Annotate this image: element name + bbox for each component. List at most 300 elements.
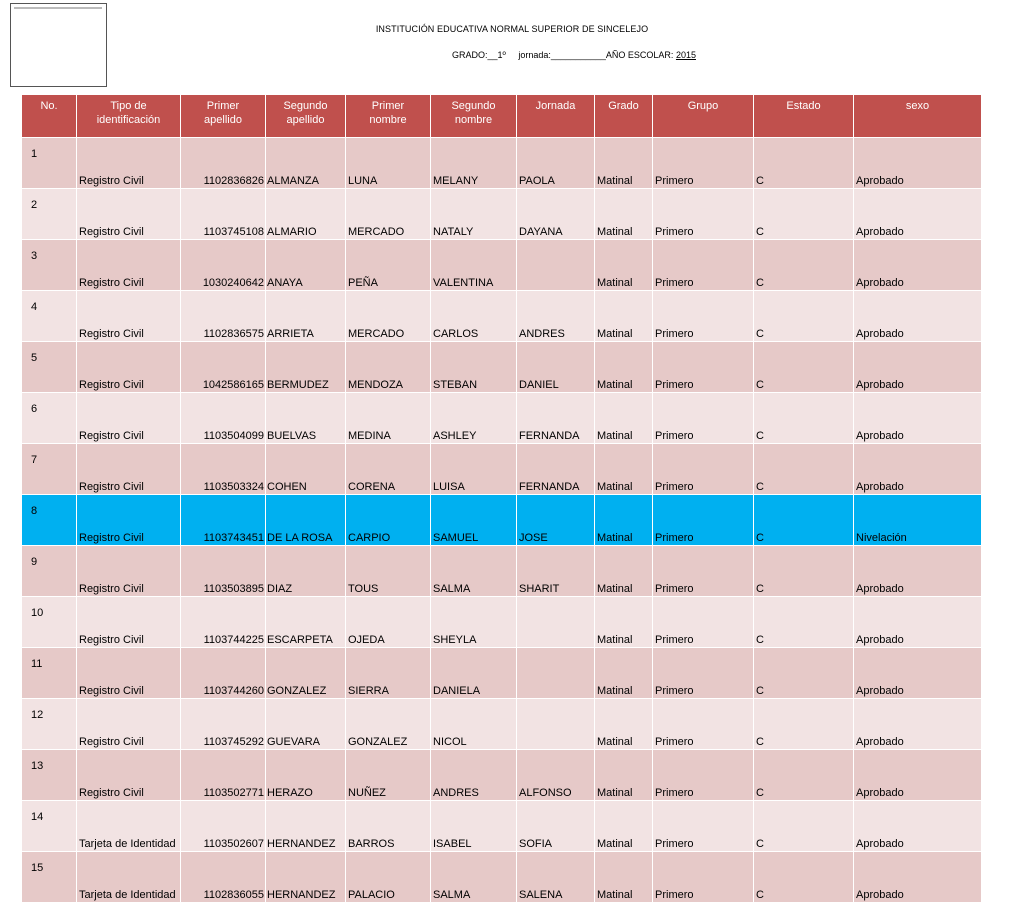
cell-jornada-text: Matinal — [597, 838, 633, 850]
cell-primer-apellido-text: ANAYA — [267, 277, 303, 289]
cell-no-text: 15 — [31, 862, 44, 874]
cell-grupo — [754, 444, 853, 494]
cell-no-text: 11 — [31, 658, 43, 670]
cell-grado — [653, 495, 753, 545]
cell-jornada-text: Matinal — [597, 226, 633, 238]
cell-primer-nombre — [431, 597, 516, 647]
cell-grado-text: Primero — [655, 736, 694, 748]
cell-identificacion-text: 1103503895 — [203, 583, 264, 595]
cell-grupo — [754, 138, 853, 188]
cell-grado-text: Primero — [655, 226, 694, 238]
cell-no — [22, 699, 76, 749]
cell-grado — [653, 699, 753, 749]
cell-identificacion — [181, 495, 265, 545]
cell-segundo-apellido — [346, 393, 430, 443]
cell-identificacion — [181, 393, 265, 443]
cell-grado — [653, 444, 753, 494]
cell-segundo-apellido — [346, 801, 430, 851]
cell-no-text: 6 — [31, 403, 38, 415]
cell-jornada-text: Matinal — [597, 277, 633, 289]
cell-tipo-identificacion — [77, 291, 180, 341]
cell-segundo-apellido — [346, 750, 430, 800]
cell-grado — [653, 546, 753, 596]
cell-estado-text: Aprobado — [856, 430, 904, 442]
cell-grado — [653, 597, 753, 647]
cell-segundo-nombre-text: SOFIA — [519, 838, 553, 850]
cell-no-text: 2 — [31, 199, 38, 211]
cell-primer-apellido-text: HERAZO — [267, 787, 313, 799]
cell-tipo-identificacion-text: Registro Civil — [79, 787, 144, 799]
cell-segundo-apellido — [346, 189, 430, 239]
table-row — [22, 750, 981, 800]
cell-grado-text: Primero — [655, 481, 694, 493]
cell-identificacion-text: 1103502771 — [203, 787, 264, 799]
cell-segundo-nombre-text: FERNANDA — [519, 430, 580, 442]
cell-segundo-apellido-text: GONZALEZ — [348, 736, 408, 748]
cell-estado-text: Aprobado — [856, 787, 904, 799]
cell-segundo-nombre — [517, 699, 594, 749]
cell-segundo-nombre-text: ANDRES — [519, 328, 565, 340]
cell-tipo-identificacion-text: Registro Civil — [79, 481, 144, 493]
cell-tipo-identificacion — [77, 852, 180, 902]
cell-identificacion-text: 1103503324 — [203, 481, 264, 493]
cell-segundo-nombre — [517, 801, 594, 851]
cell-segundo-apellido-text: MENDOZA — [348, 379, 403, 391]
cell-grupo-text: C — [756, 685, 764, 697]
cell-jornada-text: Matinal — [597, 379, 633, 391]
school-year: 2015 — [675, 50, 696, 60]
cell-grupo — [754, 240, 853, 290]
cell-no — [22, 291, 76, 341]
cell-tipo-identificacion — [77, 750, 180, 800]
cell-primer-apellido — [266, 189, 345, 239]
cell-estado-text: Aprobado — [856, 838, 904, 850]
cell-primer-nombre-text: CARLOS — [433, 328, 479, 340]
table-header-row — [22, 95, 981, 137]
table-row — [22, 852, 981, 902]
cell-tipo-identificacion — [77, 495, 180, 545]
cell-grado — [653, 189, 753, 239]
cell-primer-nombre-text: NICOL — [433, 736, 467, 748]
cell-grupo-text: C — [756, 583, 764, 595]
cell-segundo-apellido-text: PALACIO — [348, 889, 395, 901]
cell-identificacion — [181, 240, 265, 290]
cell-identificacion — [181, 444, 265, 494]
cell-estado — [854, 546, 981, 596]
col-header-segundo-apellido: Segundo apellido — [266, 95, 345, 137]
cell-segundo-apellido-text: SIERRA — [348, 685, 389, 697]
cell-segundo-apellido — [346, 138, 430, 188]
col-header-grado: Grado — [595, 95, 652, 137]
cell-primer-apellido-text: GUEVARA — [267, 736, 320, 748]
cell-tipo-identificacion-text: Tarjeta de Identidad — [79, 838, 176, 850]
cell-segundo-apellido — [346, 852, 430, 902]
cell-estado — [854, 699, 981, 749]
cell-identificacion-text: 1102836826 — [203, 175, 264, 187]
cell-estado — [854, 393, 981, 443]
cell-primer-apellido — [266, 240, 345, 290]
cell-primer-nombre-text: DANIELA — [433, 685, 481, 697]
cell-primer-nombre-text: LUISA — [433, 481, 465, 493]
cell-tipo-identificacion-text: Registro Civil — [79, 430, 144, 442]
cell-grado — [653, 393, 753, 443]
table-row — [22, 648, 981, 698]
cell-estado — [854, 138, 981, 188]
cell-grupo-text: C — [756, 532, 764, 544]
cell-identificacion — [181, 189, 265, 239]
students-table — [21, 94, 982, 903]
cell-estado-text: Nivelación — [856, 532, 907, 544]
cell-segundo-apellido-text: TOUS — [348, 583, 379, 595]
cell-tipo-identificacion-text: Registro Civil — [79, 226, 144, 238]
cell-primer-apellido — [266, 393, 345, 443]
cell-primer-nombre — [431, 444, 516, 494]
cell-grado-text: Primero — [655, 532, 694, 544]
cell-tipo-identificacion-text: Registro Civil — [79, 379, 144, 391]
cell-no — [22, 801, 76, 851]
cell-segundo-apellido-text: MERCADO — [348, 226, 405, 238]
cell-segundo-nombre-text — [519, 289, 592, 290]
cell-jornada-text: Matinal — [597, 634, 633, 646]
cell-tipo-identificacion-text: Registro Civil — [79, 634, 144, 646]
cell-estado — [854, 852, 981, 902]
cell-jornada-text: Matinal — [597, 430, 633, 442]
cell-segundo-nombre — [517, 444, 594, 494]
cell-primer-nombre-text: ANDRES — [433, 787, 479, 799]
cell-estado — [854, 189, 981, 239]
cell-grupo — [754, 750, 853, 800]
cell-grupo-text: C — [756, 175, 764, 187]
cell-estado — [854, 495, 981, 545]
cell-grado-text: Primero — [655, 634, 694, 646]
cell-grupo — [754, 189, 853, 239]
cell-segundo-nombre — [517, 393, 594, 443]
cell-segundo-nombre-text: FERNANDA — [519, 481, 580, 493]
institution-title: INSTITUCIÓN EDUCATIVA NORMAL SUPERIOR DE SINCELEJO — [375, 24, 649, 34]
cell-primer-apellido — [266, 699, 345, 749]
cell-no-text: 9 — [31, 556, 38, 568]
cell-segundo-nombre — [517, 291, 594, 341]
cell-estado — [854, 597, 981, 647]
cell-jornada-text: Matinal — [597, 532, 633, 544]
cell-no-text: 1 — [31, 148, 38, 160]
cell-segundo-apellido — [346, 342, 430, 392]
cell-no — [22, 852, 76, 902]
cell-grupo — [754, 597, 853, 647]
cell-estado — [854, 291, 981, 341]
cell-no — [22, 393, 76, 443]
cell-primer-apellido-text: BUELVAS — [267, 430, 317, 442]
cell-segundo-apellido — [346, 240, 430, 290]
cell-segundo-apellido — [346, 546, 430, 596]
col-header-jornada: Jornada — [517, 95, 594, 137]
col-header-estado: Estado — [754, 95, 853, 137]
cell-primer-nombre-text: SAMUEL — [433, 532, 479, 544]
cell-tipo-identificacion — [77, 342, 180, 392]
cell-identificacion-text: 1103745108 — [203, 226, 264, 238]
cell-primer-apellido — [266, 495, 345, 545]
cell-no-text: 3 — [31, 250, 38, 262]
cell-primer-nombre-text: ASHLEY — [433, 430, 477, 442]
grade-line — [452, 50, 696, 60]
cell-grado — [653, 750, 753, 800]
cell-jornada — [595, 546, 652, 596]
cell-tipo-identificacion-text: Registro Civil — [79, 328, 144, 340]
cell-segundo-nombre-text: SHARIT — [519, 583, 560, 595]
table-row — [22, 801, 981, 851]
cell-identificacion — [181, 342, 265, 392]
cell-grupo-text: C — [756, 481, 764, 493]
cell-primer-nombre-text: NATALY — [433, 226, 474, 238]
cell-primer-apellido-text: HERNANDEZ — [267, 838, 336, 850]
cell-jornada — [595, 189, 652, 239]
cell-segundo-nombre — [517, 852, 594, 902]
cell-estado — [854, 801, 981, 851]
cell-identificacion-text: 1102836055 — [203, 889, 264, 901]
cell-jornada — [595, 495, 652, 545]
cell-segundo-nombre-text — [519, 748, 592, 749]
cell-segundo-apellido — [346, 648, 430, 698]
cell-primer-nombre — [431, 240, 516, 290]
cell-primer-nombre — [431, 495, 516, 545]
cell-tipo-identificacion — [77, 546, 180, 596]
cell-primer-nombre — [431, 342, 516, 392]
cell-jornada — [595, 801, 652, 851]
table-row — [22, 342, 981, 392]
cell-estado-text: Aprobado — [856, 481, 904, 493]
cell-segundo-apellido — [346, 597, 430, 647]
cell-primer-nombre — [431, 648, 516, 698]
cell-primer-apellido — [266, 342, 345, 392]
cell-segundo-nombre-text: ALFONSO — [519, 787, 572, 799]
cell-tipo-identificacion — [77, 597, 180, 647]
cell-jornada-text: Matinal — [597, 328, 633, 340]
cell-identificacion — [181, 648, 265, 698]
cell-segundo-nombre — [517, 138, 594, 188]
cell-no-text: 10 — [31, 607, 44, 619]
cell-segundo-apellido-text: MEDINA — [348, 430, 391, 442]
cell-no — [22, 240, 76, 290]
cell-identificacion-text: 1103743451 — [203, 532, 264, 544]
cell-segundo-nombre-text: DANIEL — [519, 379, 559, 391]
cell-grado — [653, 342, 753, 392]
cell-grado-text: Primero — [655, 787, 694, 799]
cell-segundo-nombre — [517, 750, 594, 800]
cell-primer-apellido — [266, 138, 345, 188]
cell-grupo-text: C — [756, 787, 764, 799]
cell-no-text: 13 — [31, 760, 44, 772]
cell-primer-apellido-text: GONZALEZ — [267, 685, 327, 697]
cell-primer-nombre-text: VALENTINA — [433, 277, 494, 289]
cell-segundo-nombre — [517, 342, 594, 392]
cell-primer-nombre — [431, 852, 516, 902]
cell-tipo-identificacion — [77, 240, 180, 290]
cell-segundo-apellido — [346, 444, 430, 494]
cell-identificacion-text: 1102836575 — [203, 328, 264, 340]
cell-primer-nombre-text: STEBAN — [433, 379, 478, 391]
cell-estado-text: Aprobado — [856, 379, 904, 391]
cell-grupo-text: C — [756, 430, 764, 442]
cell-primer-apellido-text: ALMARIO — [267, 226, 317, 238]
cell-identificacion — [181, 699, 265, 749]
table-row — [22, 699, 981, 749]
cell-identificacion-text: 1042586165 — [202, 379, 264, 391]
cell-grado-text: Primero — [655, 379, 694, 391]
cell-segundo-apellido-text: NUÑEZ — [348, 787, 386, 799]
cell-no — [22, 342, 76, 392]
cell-primer-nombre — [431, 393, 516, 443]
cell-identificacion — [181, 750, 265, 800]
cell-jornada — [595, 342, 652, 392]
cell-estado — [854, 648, 981, 698]
table-body — [22, 138, 981, 902]
cell-no-text: 5 — [31, 352, 38, 364]
cell-primer-nombre-text: ISABEL — [433, 838, 472, 850]
cell-jornada-text: Matinal — [597, 736, 633, 748]
cell-no — [22, 750, 76, 800]
cell-jornada — [595, 597, 652, 647]
table-row — [22, 240, 981, 290]
cell-tipo-identificacion-text: Registro Civil — [79, 685, 144, 697]
cell-segundo-nombre-text — [519, 646, 592, 647]
cell-grupo-text: C — [756, 889, 764, 901]
cell-segundo-nombre — [517, 495, 594, 545]
cell-jornada — [595, 852, 652, 902]
cell-primer-nombre — [431, 138, 516, 188]
cell-segundo-nombre — [517, 597, 594, 647]
cell-grupo — [754, 393, 853, 443]
cell-estado-text: Aprobado — [856, 889, 904, 901]
cell-grado-text: Primero — [655, 277, 694, 289]
cell-primer-nombre-text: SALMA — [433, 889, 471, 901]
cell-tipo-identificacion — [77, 138, 180, 188]
cell-segundo-apellido-text: LUNA — [348, 175, 378, 187]
cell-tipo-identificacion — [77, 699, 180, 749]
cell-tipo-identificacion-text: Registro Civil — [79, 277, 144, 289]
cell-segundo-nombre — [517, 546, 594, 596]
cell-tipo-identificacion — [77, 648, 180, 698]
cell-segundo-apellido-text: PEÑA — [348, 277, 378, 289]
cell-estado-text: Aprobado — [856, 685, 904, 697]
cell-no-text: 14 — [31, 811, 44, 823]
cell-jornada — [595, 699, 652, 749]
cell-grupo-text: C — [756, 328, 764, 340]
cell-jornada — [595, 444, 652, 494]
cell-grado — [653, 801, 753, 851]
cell-identificacion — [181, 801, 265, 851]
cell-identificacion — [181, 291, 265, 341]
cell-grupo-text: C — [756, 379, 764, 391]
cell-primer-apellido — [266, 444, 345, 494]
col-header-tipo-identificacion: Tipo de identificación — [77, 95, 180, 137]
school-logo-placeholder — [10, 3, 107, 87]
cell-identificacion-text: 1030240642 — [202, 277, 264, 289]
cell-grupo — [754, 546, 853, 596]
cell-jornada-text: Matinal — [597, 481, 633, 493]
table-row — [22, 546, 981, 596]
cell-segundo-nombre-text: SALENA — [519, 889, 563, 901]
cell-estado-text: Aprobado — [856, 736, 904, 748]
cell-grupo-text: C — [756, 634, 764, 646]
cell-grado — [653, 138, 753, 188]
cell-segundo-apellido-text: CORENA — [348, 481, 396, 493]
table-row — [22, 495, 981, 545]
cell-segundo-apellido — [346, 291, 430, 341]
cell-primer-apellido-text: ESCARPETA — [267, 634, 333, 646]
cell-grado-text: Primero — [655, 838, 694, 850]
cell-tipo-identificacion-text: Registro Civil — [79, 532, 144, 544]
cell-grado — [653, 291, 753, 341]
table-row — [22, 189, 981, 239]
cell-estado-text: Aprobado — [856, 328, 904, 340]
cell-grupo-text: C — [756, 838, 764, 850]
cell-primer-nombre — [431, 750, 516, 800]
cell-estado — [854, 444, 981, 494]
cell-tipo-identificacion — [77, 444, 180, 494]
cell-segundo-apellido — [346, 495, 430, 545]
cell-estado — [854, 240, 981, 290]
cell-primer-apellido-text: DE LA ROSA — [267, 532, 333, 544]
cell-identificacion-text: 1103502607 — [203, 838, 264, 850]
cell-identificacion-text: 1103504099 — [203, 430, 264, 442]
cell-estado-text: Aprobado — [856, 634, 904, 646]
logo-caption-line — [14, 7, 102, 9]
col-header-primer-nombre: Primer nombre — [346, 95, 430, 137]
cell-grado-text: Primero — [655, 328, 694, 340]
cell-primer-apellido-text: ALMANZA — [267, 175, 319, 187]
cell-no — [22, 189, 76, 239]
cell-primer-apellido — [266, 597, 345, 647]
cell-jornada-text: Matinal — [597, 787, 633, 799]
cell-segundo-apellido — [346, 699, 430, 749]
cell-estado-text: Aprobado — [856, 175, 904, 187]
cell-primer-apellido-text: BERMUDEZ — [267, 379, 329, 391]
jornada-label: jornada:___________AÑO ESCOLAR: — [518, 50, 674, 60]
cell-grado-text: Primero — [655, 430, 694, 442]
cell-segundo-apellido-text: BARROS — [348, 838, 395, 850]
cell-no — [22, 546, 76, 596]
cell-segundo-nombre — [517, 189, 594, 239]
cell-identificacion — [181, 852, 265, 902]
cell-identificacion-text: 1103744225 — [203, 634, 264, 646]
table-row — [22, 444, 981, 494]
cell-segundo-apellido-text: MERCADO — [348, 328, 405, 340]
cell-primer-nombre — [431, 189, 516, 239]
cell-jornada — [595, 648, 652, 698]
cell-segundo-nombre-text: PAOLA — [519, 175, 555, 187]
cell-no-text: 7 — [31, 454, 38, 466]
cell-tipo-identificacion — [77, 801, 180, 851]
table-row — [22, 291, 981, 341]
cell-primer-nombre — [431, 699, 516, 749]
cell-primer-apellido-text: ARRIETA — [267, 328, 314, 340]
cell-estado-text: Aprobado — [856, 583, 904, 595]
cell-primer-apellido — [266, 750, 345, 800]
cell-no-text: 12 — [31, 709, 44, 721]
col-header-segundo-nombre: Segundo nombre — [431, 95, 516, 137]
cell-grupo — [754, 801, 853, 851]
cell-segundo-nombre — [517, 240, 594, 290]
col-header-primer-apellido: Primer apellido — [181, 95, 265, 137]
cell-grupo — [754, 291, 853, 341]
cell-jornada — [595, 393, 652, 443]
cell-identificacion — [181, 597, 265, 647]
cell-segundo-nombre-text — [519, 697, 592, 698]
cell-primer-nombre-text: MELANY — [433, 175, 479, 187]
cell-tipo-identificacion-text: Registro Civil — [79, 175, 144, 187]
cell-jornada-text: Matinal — [597, 685, 633, 697]
cell-grupo-text: C — [756, 226, 764, 238]
